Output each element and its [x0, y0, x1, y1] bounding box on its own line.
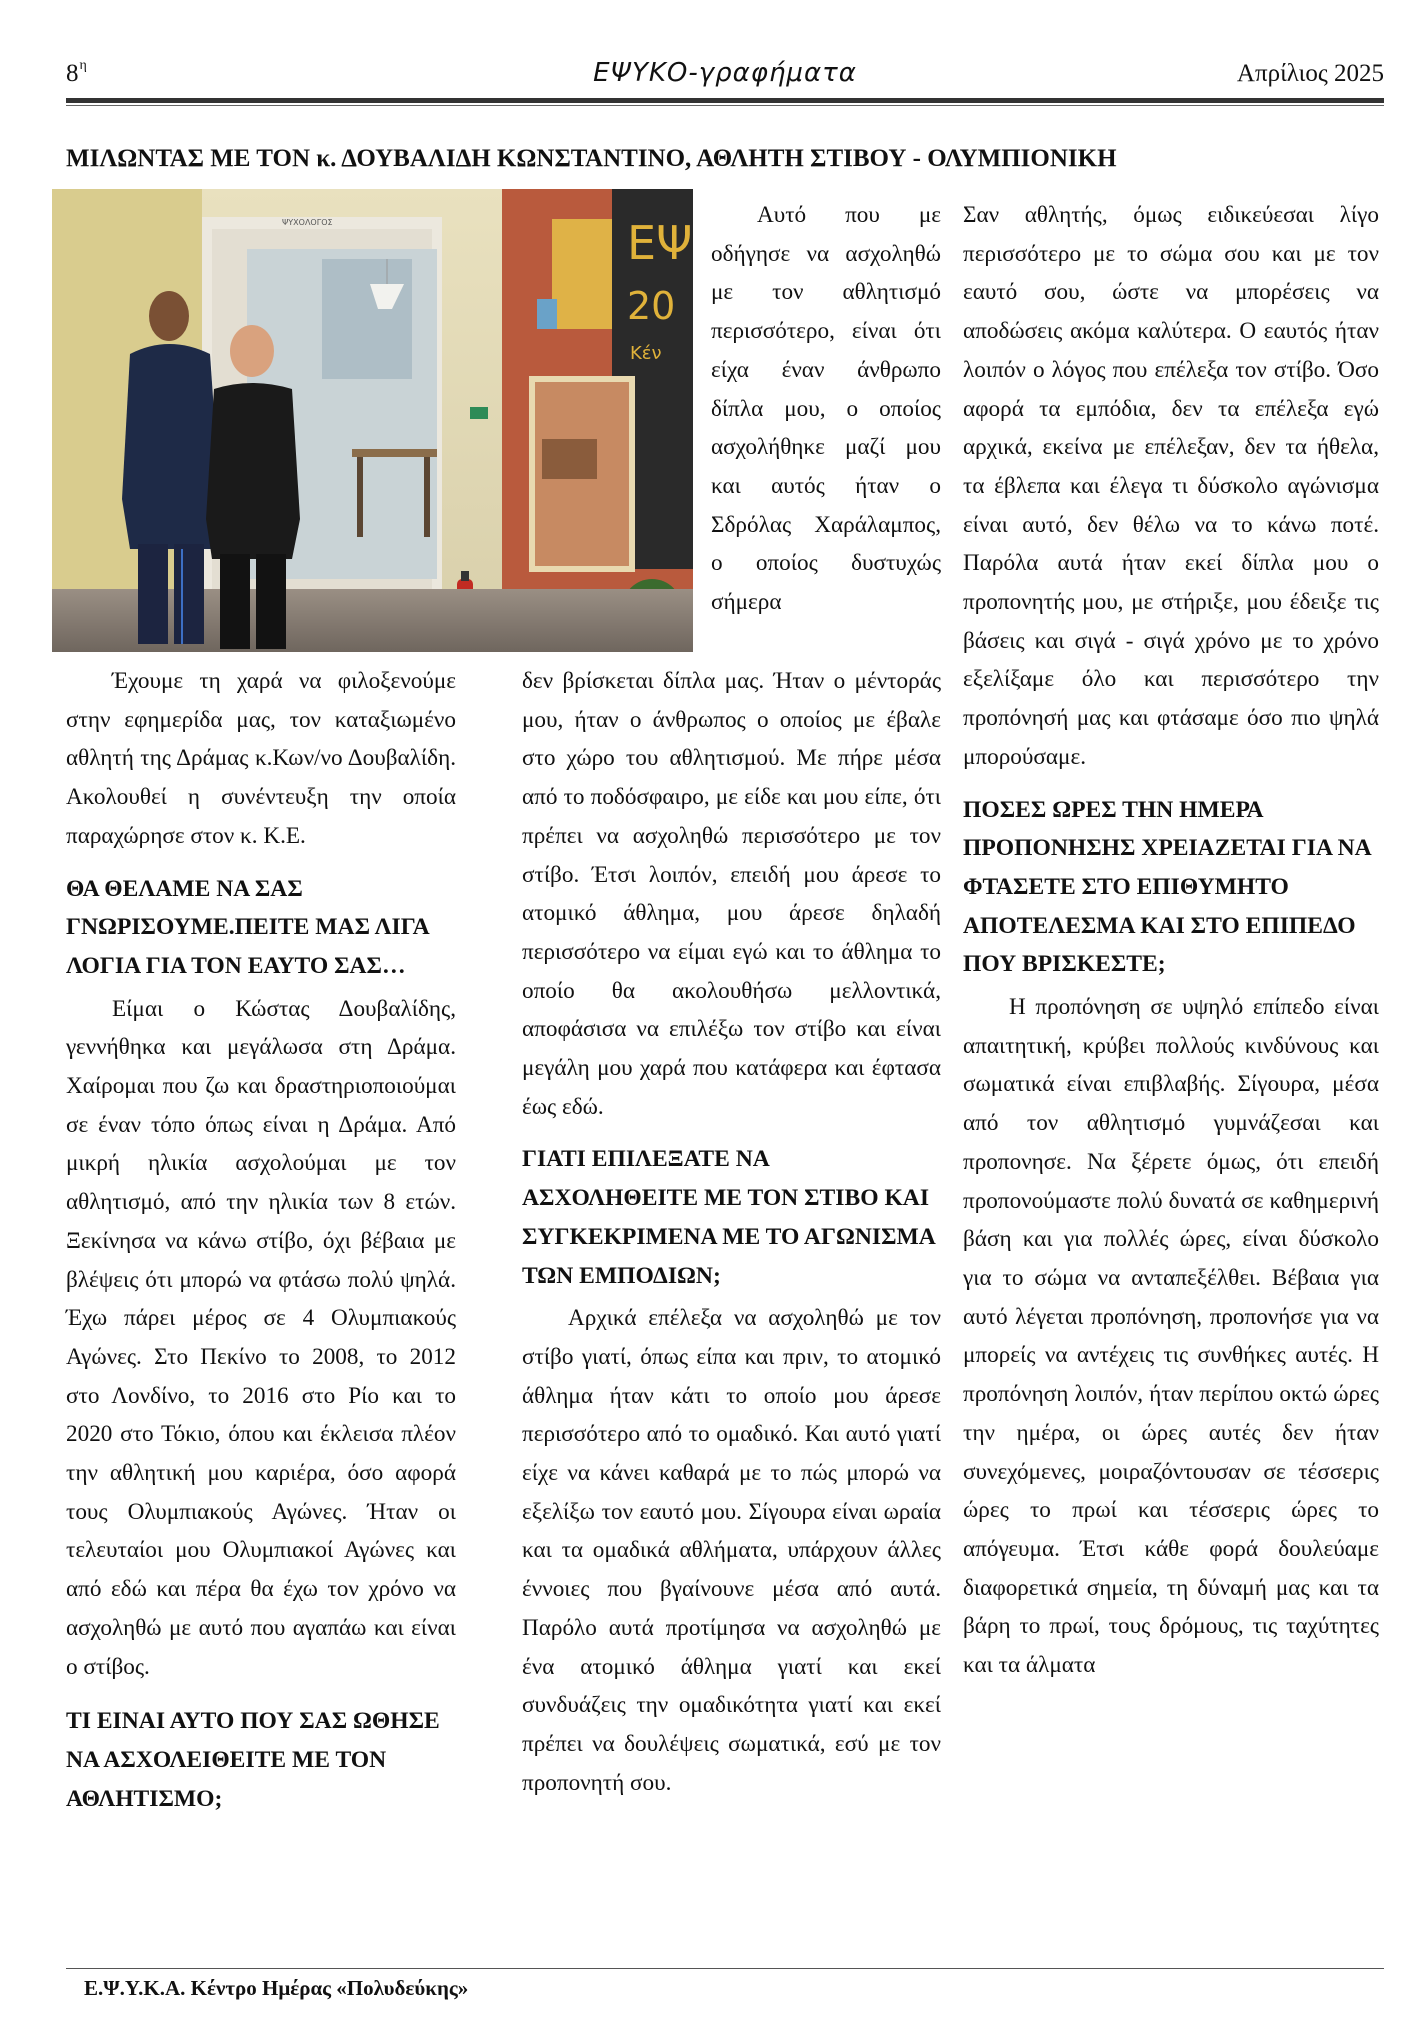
publication-name: ΕΨΥΚΟ-γραφήματα: [593, 58, 857, 88]
question-2: ΤΙ ΕΙΝΑΙ ΑΥΤΟ ΠΟΥ ΣΑΣ ΩΘΗΣΕ ΝΑ ΑΣΧΟΛΕΙΘΕΙΤΕ ΜΕ ΤΟΝ ΑΘΛΗΤΙΣΜΟ;: [66, 1708, 440, 1812]
intro-paragraph: Έχουμε τη χαρά να φιλοξενούμε στην εφημερίδα μας, τον καταξιωμένο αθλητή της Δράμας κ.Κων/νο Δουβαλίδη. Ακολουθεί η συνέντευξη την οποία παραχώρησε στον κ. Κ.Ε.: [66, 668, 456, 849]
answer-2-part-2: δεν βρίσκεται δίπλα μας. Ήταν ο μέντοράς μου, ήταν ο άνθρωπος ο οποίος με έβαλε στο χώρο του αθλητισμού. Με πήρε μέσα από το ποδόσφαιρο, με είδε και μου είπε, ότι πρέπει να ασχοληθώ περισσότερο με τον στίβο. Έτσι λοιπόν, επειδή μου άρεσε το ατομικό άθλημα, μου άρεσε δηλαδή περισσότερο να είμαι εγώ και το άθλημα το οποίο θα ακολουθήσω μελλοντικά, αποφάσισα να επιλέξω τον στίβο και είναι μεγάλη μου χαρά που κατάφερα και έφτασα έως εδώ.: [522, 668, 941, 1120]
answer-3: Αρχικά επέλεξα να ασχοληθώ με τον στίβο γιατί, όπως είπα και πριν, το ατομικό άθλημα ήταν κάτι το οποίο μου άρεσε περισσότερο από το ομαδικό. Και αυτό γιατί είχε να κάνει καθαρά με το πώς μπορώ να εξελίξω τον εαυτό μου. Σίγουρα είναι ωραία και τα ομαδικά αθλήματα, υπάρχουν άλλες έννοιες που βγαίνουνε μέσα από αυτά. Παρόλο αυτά προτίμησα να ασχοληθώ με ένα ατομικό άθλημα γιατί και εκεί συνδυάζεις την ομαδικότητα γιατί και εκεί πρέπει να δουλέψεις σωματικά, εσύ με τον προπονητή σου.: [522, 1305, 941, 1796]
poster-text-1: ΕΨ: [627, 216, 693, 270]
answer-4: Η προπόνηση σε υψηλό επίπεδο είναι απαιτητική, κρύβει πολλούς κινδύνους και σωματικά είναι επιβλαβής. Σίγουρα, μέσα από τον αθλητισμό γυμνάζεσαι και προπονησε. Να ξέρετε όμως, ότι επειδή προπονούμαστε πολύ δυνατά σε καθημερινή βάση και για πολλές ώρες, είναι δύσκολο για το σώμα να ανταπεξέλθει. Βέβαια για αυτό λέγεται προπόνηση, προπονήσε για να μπορείς να αντέχεις τις συνθήκες αυτές. Η προπόνηση λοιπόν, ήταν περίπου οκτώ ώρες την ημέρα, οι ώρες αυτές δεν ήταν συνεχόμενες, μοιραζόντουσαν σε τέσσερις ώρες το πρωί και τέσσερις ώρες το απόγευμα. Έτσι κάθε φορά δουλεύαμε διαφορετικά σημεία, τη δύναμή μας και τα βάρη το πρωί, τους δρόμους, τις ταχύτητες και τα άλματα: [963, 994, 1379, 1679]
question-3: ΓΙΑΤΙ ΕΠΙΛΕΞΑΤΕ ΝΑ ΑΣΧΟΛΗΘΕΙΤΕ ΜΕ ΤΟΝ ΣΤΙΒΟ ΚΑΙ ΣΥΓΚΕΚΡΙΜΕΝΑ ΜΕ ΤΟ ΑΓΩΝΙΣΜΑ ΤΩΝ ΕΜΠΟΔΙΩΝ;: [522, 1146, 935, 1289]
column-3: [963, 196, 1379, 1685]
column-2: [522, 662, 941, 1802]
header-rule: [66, 98, 1384, 103]
photo-illustration: [52, 189, 693, 652]
answer-1: Είμαι ο Κώστας Δουβαλίδης, γεννήθηκα και μεγάλωσα στη Δράμα. Χαίρομαι που ζω και δραστηριοποιούμαι σε έναν τόπο όπως είναι η Δράμα. Από μικρή ηλικία ασχολούμαι με τον αθλητισμό, από την ηλικία των 8 ετών. Ξεκίνησα να κάνω στίβο, όχι βέβαια με βλέψεις ότι μπορώ να φτάσω πολύ ψηλά. Έχω πάρει μέρος σε 4 Ολυμπιακούς Αγώνες. Στο Πεκίνο το 2008, το 2012 στο Λονδίνο, το 2016 στο Ρίο και το 2020 στο Τόκιο, όπου και έκλεισα πλέον την αθλητική μου καριέρα, όσο αφορά τους Ολυμπιακούς Αγώνες. Ήταν οι τελευταίοι μου Ολυμπιακοί Αγώνες και από εδώ και πέρα θα έχω τον χρόνο να ασχοληθώ με αυτό που αγαπάω και είναι ο στίβος.: [66, 995, 456, 1680]
door-sign: ΨΥΧΟΛΟΓΟΣ: [282, 218, 333, 227]
interview-photo: [52, 189, 693, 652]
question-4: ΠΟΣΕΣ ΩΡΕΣ ΤΗΝ ΗΜΕΡΑ ΠΡΟΠΟΝΗΣΗΣ ΧΡΕΙΑΖΕΤΑΙ ΓΙΑ ΝΑ ΦΤΑΣΕΤΕ ΣΤΟ ΕΠΙΘΥΜΗΤΟ ΑΠΟΤΕΛΕΣΜΑ ΚΑΙ ΣΤΟ ΕΠΙΠΕΔΟ ΠΟΥ ΒΡΙΣΚΕΣΤΕ;: [963, 796, 1371, 978]
answer-3-continued: Σαν αθλητής, όμως ειδικεύεσαι λίγο περισσότερο με το σώμα σου και με τον εαυτό σου, ώστε να μπορέσεις να αποδώσεις ακόμα καλύτερα. Ο εαυτός ήταν λοιπόν ο λόγος που επέλεξα τον στίβο. Όσο αφορά τα εμπόδια, δεν τα επέλεξα εγώ αρχικά, εκείνα με επέλεξαν, δεν τα ήθελα, τα έβλεπα και έλεγα τι δύσκολο αγώνισμα είναι αυτό, δεν θέλω να το κάνω ποτέ. Παρόλα αυτά ήταν εκεί δίπλα μου ο προπονητής μου, με στήριξε, μου έδειξε τις βάσεις και σιγά - σιγά χρόνο με το χρόνο εξελίξαμε όλο και περισσότερο την προπόνησή μας και φτάσαμε όσο πιο ψηλά μπορούσαμε.: [963, 202, 1379, 770]
issue-date: Απρίλιος 2025: [1236, 60, 1384, 87]
page-header: [66, 56, 1384, 96]
question-1: ΘΑ ΘΕΛΑΜΕ ΝΑ ΣΑΣ ΓΝΩΡΙΣΟΥΜΕ.ΠΕΙΤΕ ΜΑΣ ΛΙΓΑ ΛΟΓΙΑ ΓΙΑ ΤΟΝ ΕΑΥΤΟ ΣΑΣ…: [66, 875, 429, 979]
article-headline: ΜΙΛΩΝΤΑΣ ΜΕ ΤΟΝ κ. ΔΟΥΒΑΛΙΔΗ ΚΩΝΣΤΑΝΤΙΝΟ, ΑΘΛΗΤΗ ΣΤΙΒΟΥ - ΟΛΥΜΠΙΟΝΙΚΗ: [66, 145, 1117, 172]
answer-2-part-1: Αυτό που με οδήγησε να ασχοληθώ με τον αθλητισμό περισσότερο, είναι ότι είχα έναν άνθρωπο δίπλα μου, ο οποίος ασχολήθηκε μαζί μου και αυτός ήταν ο Σδρόλας Χαράλαμπος, ο οποίος δυστυχώς σήμερα: [711, 202, 941, 616]
column-1: [66, 662, 456, 1822]
poster-text-3: Κέν: [630, 343, 662, 364]
header-rule-thin: [66, 105, 1384, 106]
page-footer: Ε.Ψ.Υ.Κ.Α. Κέντρο Ημέρας «Πολυδεύκης»: [84, 1976, 469, 2000]
footer-rule: [66, 1968, 1384, 1969]
poster-text-2: 20: [627, 284, 676, 328]
page-number: $8^\eta$: [66, 58, 87, 87]
column-2-top: [711, 196, 941, 622]
